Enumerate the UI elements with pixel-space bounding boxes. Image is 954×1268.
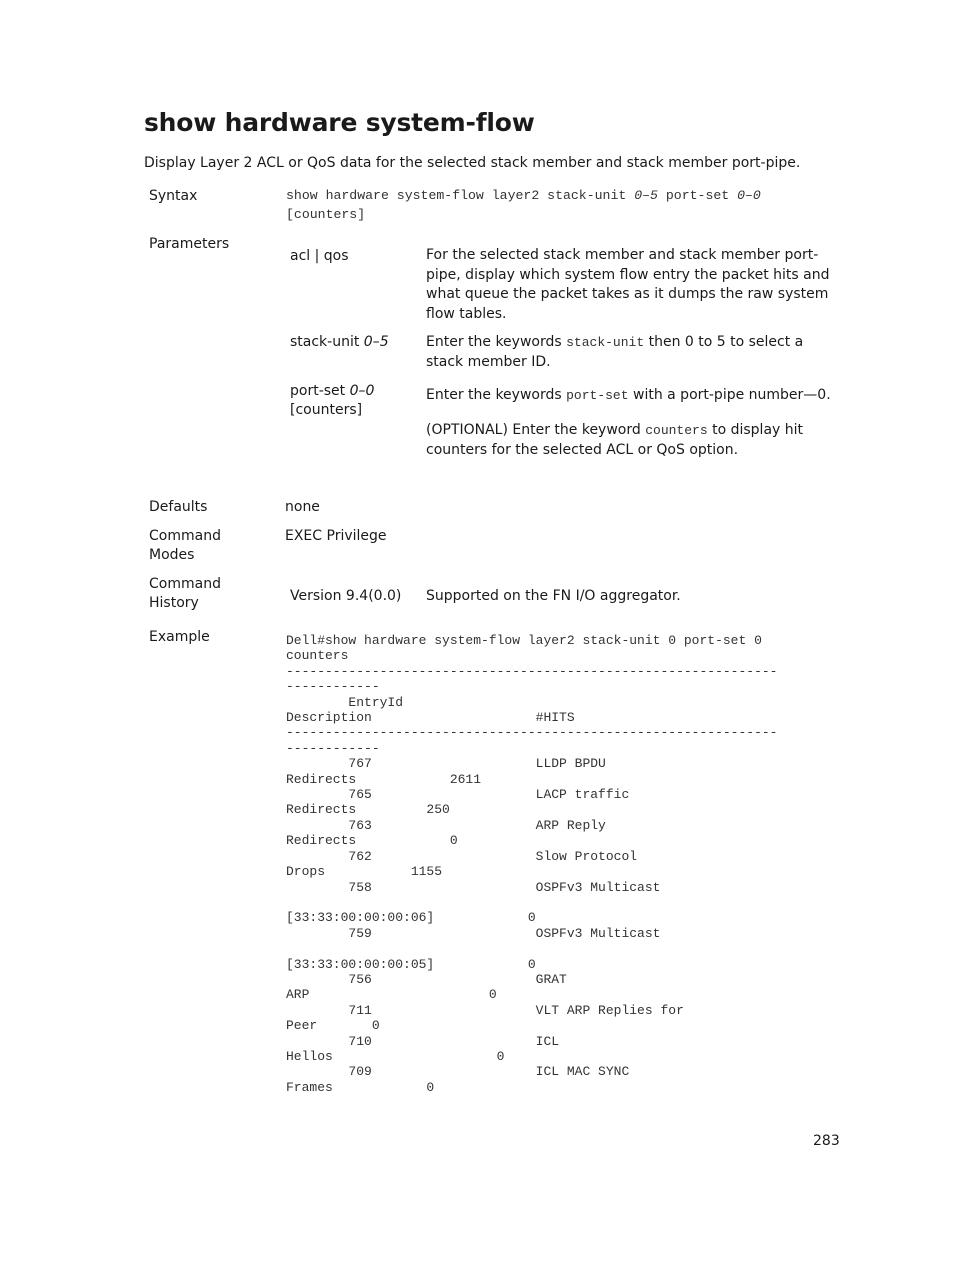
intro-text: Display Layer 2 ACL or QoS data for the selected stack member and stack member port-pipe. <box>144 155 801 171</box>
example-code: Dell#show hardware system-flow layer2 stack-unit 0 port-set 0 counters --------------------------------------------------------------- ------------ EntryId Description #HITS --------------------------------------------------------------- ------------ 767 LLDP BPDU Redirects 2611 765 LACP traffic Redirects 250 763 ARP Reply Redirects 0 762 Slow Protocol Drops 1155 758 OSPFv3 Multicast [33:33:00:00:00:06] 0 759 OSPFv3 Multicast [33:33:00:00:00:05] 0 756 GRAT ARP 0 711 VLT ARP Replies for Peer 0 710 ICL Hellos 0 709 ICL MAC SYNC Frames 0 <box>286 633 778 1095</box>
history-version: Version 9.4(0.0) <box>290 588 402 604</box>
page-number: 283 <box>813 1133 840 1149</box>
command-modes-label: Command Modes <box>149 528 221 563</box>
defaults-label: Defaults <box>149 499 208 515</box>
command-history-label: Command History <box>149 576 221 611</box>
example-label: Example <box>149 629 210 645</box>
param-name-acl-qos: acl | qos <box>290 248 349 264</box>
page-title: show hardware system-flow <box>144 108 535 137</box>
parameters-label: Parameters <box>149 236 230 252</box>
defaults-value: none <box>285 499 320 515</box>
syntax-label: Syntax <box>149 188 198 204</box>
param-name-port-set: port-set 0–0 [counters] <box>290 383 375 418</box>
param-name-stack-unit: stack-unit 0–5 <box>290 334 389 350</box>
history-description: Supported on the FN I/O aggregator. <box>426 588 681 604</box>
param-desc-acl-qos: For the selected stack member and stack member port-pipe, display which system flow entry the packet hits and what queue the packet takes as it dumps the raw system flow tables. <box>426 247 830 322</box>
param-desc-counters: (OPTIONAL) Enter the keyword counters to display hit counters for the selected ACL or QoS option. <box>426 422 804 458</box>
syntax-command: show hardware system-flow layer2 stack-unit 0–5 port-set 0–0 [counters] <box>286 188 761 222</box>
param-desc-port-set: Enter the keywords port-set with a port-pipe number—0. <box>426 387 831 403</box>
param-desc-stack-unit: Enter the keywords stack-unit then 0 to 5 to select a stack member ID. <box>426 334 804 370</box>
command-modes-value: EXEC Privilege <box>285 528 387 544</box>
